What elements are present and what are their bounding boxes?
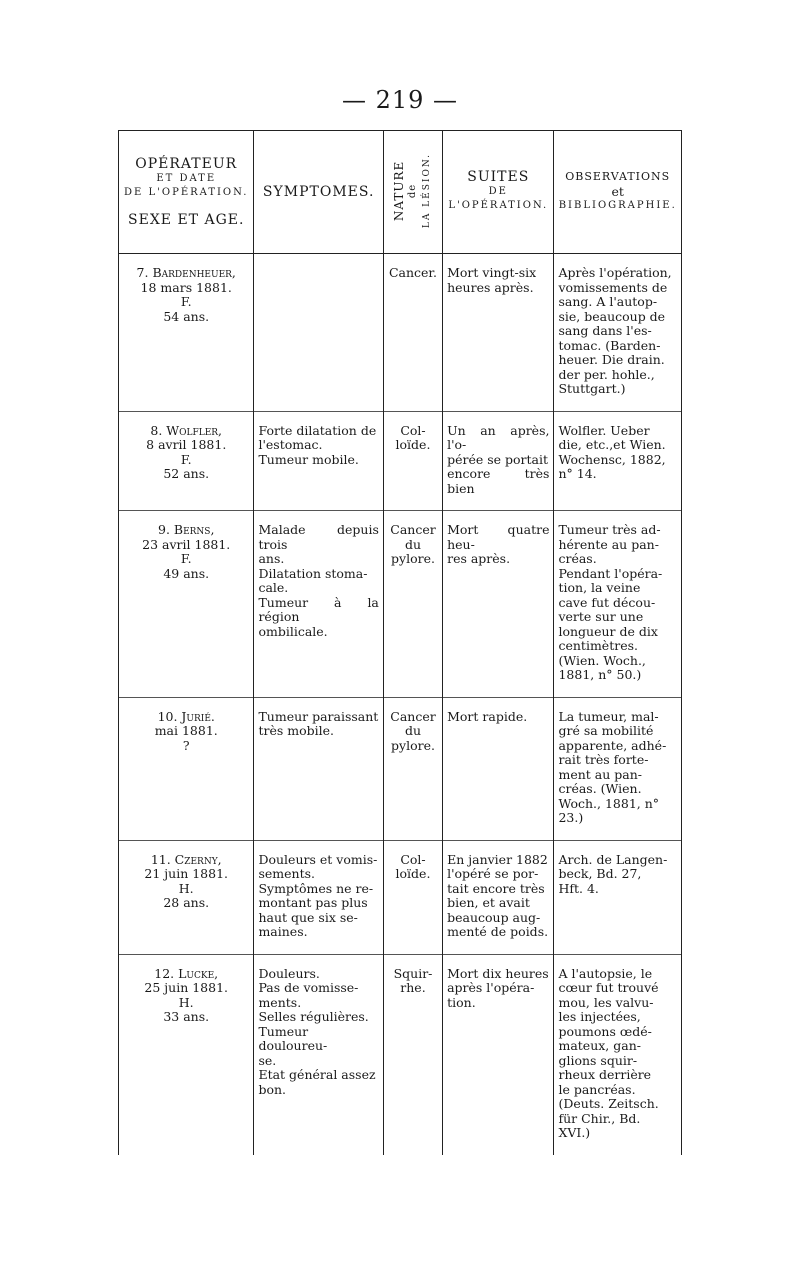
nature-cell-line: pylore. [391, 737, 435, 753]
symptomes-cell-line: Tumeur douloureu- [258, 1023, 328, 1053]
symptomes-cell-line: ombilicale. [258, 623, 328, 639]
operateur-cell-line: F. [180, 551, 192, 566]
operateur-cell-line: 21 juin 1881. [144, 866, 229, 881]
operateur-cell-line: 49 ans. [163, 565, 210, 581]
symptomes-cell [254, 254, 383, 412]
symptomes-cell-line: bon. [258, 1081, 287, 1097]
operateur-cell-line: 52 ans. [163, 466, 210, 481]
nature-cell-line: Cancer [390, 522, 436, 537]
operateur-cell [119, 254, 254, 412]
suites-cell-line: En janvier 1882 [447, 851, 548, 867]
observations-cell-line: gré sa mobilité [558, 723, 654, 738]
nature-cell-line: Cancer [390, 708, 436, 724]
header-observations [554, 131, 682, 254]
header-observations-sub: BIBLIOGRAPHIE. [558, 200, 677, 212]
observations-cell-line: mateux, gan- [558, 1038, 641, 1053]
observations-cell-line: XVI.) [558, 1125, 591, 1140]
operateur-cell-line: H. [178, 994, 194, 1010]
header-suites [443, 131, 554, 254]
observations-cell [554, 697, 682, 840]
nature-cell-line: du [404, 723, 422, 738]
observations-cell-line: vomissements de [558, 279, 668, 295]
observations-cell-line: les injectées, [558, 1009, 641, 1024]
operateur-cell-line: 8. Wolfler, [150, 422, 223, 438]
suites-cell-line: beaucoup aug- [447, 909, 541, 925]
symptomes-cell-line: sements. [258, 866, 315, 881]
observations-cell-line: verte sur une [558, 609, 644, 624]
observations-cell-line: centimètres. [558, 638, 638, 653]
symptomes-cell [254, 511, 383, 698]
symptomes-cell [254, 411, 383, 511]
symptomes-cell-line: Etat général assez [258, 1067, 376, 1082]
table-row [119, 697, 682, 840]
operateur-cell-line: F. [180, 451, 192, 467]
symptomes-cell-line: Douleurs. [258, 965, 320, 981]
operateur-cell [119, 954, 254, 1155]
table-row [119, 954, 682, 1155]
operateur-cell-line: F. [180, 294, 192, 309]
header-nature-lesion: LA LÉSION. [421, 152, 432, 228]
observations-cell-line: ment au pan- [558, 766, 642, 782]
header-observations-et: et [611, 183, 624, 199]
symptomes-cell-line: Selles régulières. [258, 1009, 369, 1024]
observations-cell-line: créas. (Wien. [558, 781, 642, 796]
header-nature-label [392, 153, 434, 228]
table-body [119, 254, 682, 1155]
operateur-cell-line: 54 ans. [163, 308, 210, 324]
header-symptomes-label: SYMPTOMES. [262, 183, 375, 200]
observations-cell-line: La tumeur, mal- [558, 708, 659, 724]
nature-cell [383, 511, 442, 698]
observations-cell-line: rheux derrière [558, 1067, 652, 1082]
header-nature-de: de [406, 183, 418, 198]
symptomes-cell-line: Douleurs et vomis- [258, 851, 378, 867]
symptomes-cell-line: se. [258, 1052, 277, 1068]
suites-cell-line: Un an après, l'o- [447, 422, 550, 452]
symptomes-cell-line: Pas de vomisse- [258, 980, 359, 995]
operateur-cell-line: 25 juin 1881. [144, 980, 229, 995]
operateur-cell-line: 10. Jurié. [157, 708, 215, 724]
suites-cell-line: bien, et avait [447, 895, 530, 910]
observations-cell-line: A l'autopsie, le [558, 965, 653, 981]
observations-cell-line: apparente, adhé- [558, 737, 667, 753]
observations-cell [554, 411, 682, 511]
observations-cell-line: Hft. 4. [558, 880, 599, 896]
header-suites-sub: DE L'OPÉRATION. [448, 185, 549, 212]
operateur-cell-line: 11. Czerny, [150, 851, 222, 867]
table-row [119, 511, 682, 698]
suites-cell [443, 840, 554, 954]
suites-cell-line: menté de poids. [447, 924, 549, 939]
nature-cell-line: loïde. [395, 437, 431, 452]
suites-cell-line: après l'opéra- [447, 980, 535, 995]
observations-cell-line: (Deuts. Zeitsch. [558, 1096, 659, 1111]
observations-cell-line: rait très forte- [558, 752, 649, 767]
nature-cell [383, 411, 442, 511]
table-row [119, 254, 682, 412]
header-suites-title: SUITES [467, 169, 530, 186]
operateur-cell [119, 697, 254, 840]
header-operateur-sub3: SEXE ET AGE. [128, 211, 245, 228]
header-operateur-title: OPÉRATEUR [135, 156, 238, 172]
header-operateur-sub2: DE L'OPÉRATION. [124, 187, 249, 198]
suites-cell-line: tion. [447, 994, 476, 1010]
observations-cell-line: Woch., 1881, n° [558, 795, 660, 811]
suites-cell-line: pérée se portait [447, 451, 549, 467]
table-row [119, 411, 682, 511]
operateur-cell [119, 840, 254, 954]
page-number: — 219 — [341, 86, 459, 114]
observations-cell-line: Wochensc, 1882, [558, 451, 666, 467]
operateur-cell-line: 8 avril 1881. [146, 437, 227, 452]
nature-cell [383, 697, 442, 840]
observations-cell-line: 23.) [558, 810, 584, 825]
symptomes-cell-line: Tumeur mobile. [258, 451, 359, 467]
suites-cell-line: Mort quatre heu- [447, 522, 550, 552]
observations-cell [554, 254, 682, 412]
symptomes-cell-line: haut que six se- [258, 909, 358, 925]
nature-cell-line: du [404, 536, 422, 552]
observations-cell-line: hérente au pan- [558, 536, 659, 552]
symptomes-cell-line: Dilatation stoma- [258, 565, 368, 581]
suites-cell-line: Mort dix heures [447, 965, 549, 981]
symptomes-cell-line: l'estomac. [258, 437, 323, 452]
nature-cell [383, 254, 442, 412]
observations-cell-line: Après l'opération, [558, 265, 672, 280]
suites-cell-line: tait encore très [447, 880, 545, 896]
suites-cell-line: Mort vingt-six [447, 265, 537, 280]
symptomes-cell-line: Tumeur à la région [258, 594, 379, 624]
symptomes-cell-line: Forte dilatation de [258, 422, 377, 438]
observations-cell-line: poumons œdé- [558, 1023, 652, 1039]
suites-cell [443, 511, 554, 698]
nature-cell-line: loïde. [395, 866, 431, 881]
operateur-cell-line: ? [182, 737, 190, 753]
observations-cell-line: tomac. (Barden- [558, 337, 661, 353]
suites-cell-line: Mort rapide. [447, 708, 528, 724]
symptomes-cell-line: maines. [258, 924, 308, 939]
observations-cell-line: longueur de dix [558, 623, 658, 639]
observations-cell-line: créas. [558, 551, 597, 566]
suites-cell-line: res après. [447, 551, 511, 566]
symptomes-cell-line: très mobile. [258, 723, 334, 738]
symptomes-cell-line: ans. [258, 551, 285, 566]
observations-cell-line: beck, Bd. 27, [558, 866, 642, 881]
observations-cell-line: Stuttgart.) [558, 381, 626, 396]
operateur-cell [119, 411, 254, 511]
operateur-cell-line: 23 avril 1881. [142, 536, 231, 552]
operateur-cell-line: 18 mars 1881. [140, 279, 232, 295]
header-observations-title: OBSERVATIONS [565, 170, 671, 184]
observations-cell-line: Wolfler. Ueber [558, 422, 650, 438]
observations-cell-line: 1881, n° 50.) [558, 667, 642, 682]
suites-cell [443, 254, 554, 412]
observations-cell-line: Tumeur très ad- [558, 522, 661, 537]
nature-cell-line: rhe. [400, 980, 426, 995]
header-row [119, 131, 682, 254]
symptomes-cell-line: Tumeur paraissant [258, 708, 379, 724]
observations-cell-line: mou, les valvu- [558, 994, 654, 1010]
observations-cell-line: die, etc.,et Wien. [558, 437, 666, 452]
observations-cell-line: sang dans l'es- [558, 323, 652, 338]
nature-cell [383, 954, 442, 1155]
operateur-cell-line: 7. Bardenheuer, [136, 265, 236, 280]
operateur-cell-line: 12. Lucke, [154, 965, 219, 981]
suites-cell-line: heures après. [447, 279, 534, 295]
header-nature [383, 131, 442, 254]
operateur-cell-line: 33 ans. [163, 1009, 210, 1024]
observations-cell-line: tion, la veine [558, 580, 641, 595]
observations-cell-line: le pancréas. [558, 1081, 636, 1097]
observations-cell-line: Arch. de Langen- [558, 851, 668, 867]
observations-cell-line: sie, beaucoup de [558, 308, 666, 324]
symptomes-cell [254, 954, 383, 1155]
symptomes-cell-line: ments. [258, 994, 302, 1010]
observations-cell [554, 511, 682, 698]
symptomes-cell-line: Malade depuis trois [258, 522, 379, 552]
observations-cell-line: cœur fut trouvé [558, 980, 659, 995]
nature-cell-line: Col- [400, 422, 426, 438]
operateur-cell-line: H. [178, 880, 194, 896]
nature-cell-line: Cancer. [388, 265, 438, 280]
header-nature-word: NATURE [391, 160, 406, 221]
observations-cell-line: cave fut décou- [558, 594, 656, 610]
header-symptomes [254, 131, 383, 254]
suites-cell-line: l'opéré se por- [447, 866, 539, 881]
observations-cell-line: glions squir- [558, 1052, 638, 1068]
nature-cell [383, 840, 442, 954]
observations-cell-line: (Wien. Woch., [558, 652, 646, 668]
observations-cell-line: heuer. Die drain. [558, 352, 665, 367]
observations-cell-line: sang. A l'autop- [558, 294, 658, 309]
suites-cell [443, 411, 554, 511]
symptomes-cell [254, 697, 383, 840]
observations-cell-line: Pendant l'opéra- [558, 565, 663, 581]
header-operateur-sub1: ET DATE [156, 172, 217, 184]
symptomes-cell-line: Symptômes ne re- [258, 880, 374, 896]
header-operateur [119, 131, 254, 254]
operations-table [118, 130, 682, 1155]
suites-cell [443, 954, 554, 1155]
nature-cell-line: Squir- [393, 965, 433, 981]
nature-cell-line: Col- [400, 851, 426, 867]
observations-cell [554, 954, 682, 1155]
suites-cell [443, 697, 554, 840]
symptomes-cell [254, 840, 383, 954]
operateur-cell-line: 9. Berns, [158, 522, 215, 537]
symptomes-cell-line: cale. [258, 580, 289, 595]
symptomes-cell-line: montant pas plus [258, 895, 368, 910]
operateur-cell-line: mai 1881. [154, 723, 218, 738]
observations-cell [554, 840, 682, 954]
observations-cell-line: der per. hohle., [558, 366, 655, 382]
nature-cell-line: pylore. [391, 551, 435, 566]
table-row [119, 840, 682, 954]
suites-cell-line: encore très bien [447, 466, 550, 496]
operateur-cell-line: 28 ans. [163, 895, 210, 910]
observations-cell-line: für Chir., Bd. [558, 1110, 641, 1126]
observations-cell-line: n° 14. [558, 466, 597, 481]
operateur-cell [119, 511, 254, 698]
